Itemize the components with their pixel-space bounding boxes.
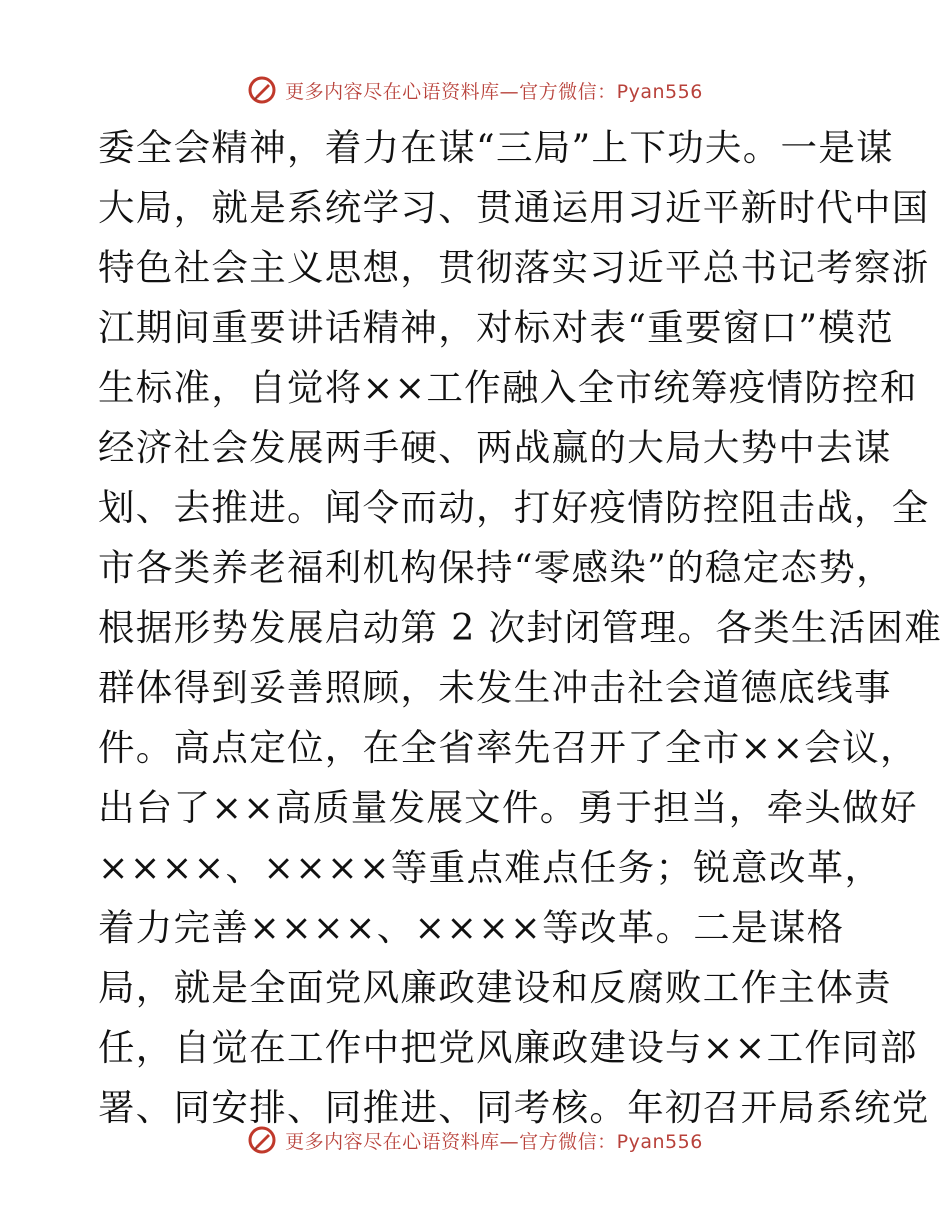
text-line: 任，自觉在工作中把党风廉政建设与××工作同部 xyxy=(98,1026,918,1069)
text-line: 群体得到妥善照顾，未发生冲击社会道德底线事 xyxy=(98,666,892,709)
text-line: 着力完善××××、××××等改革。二是谋格 xyxy=(98,906,845,949)
text-line: 经济社会发展两手硬、两战赢的大局大势中去谋 xyxy=(98,426,892,469)
header-banner xyxy=(0,70,950,110)
text-line: 划、去推进。闻令而动，打好疫情防控阻击战，全 xyxy=(98,486,930,529)
text-line: 件。高点定位，在全省率先召开了全市××会议， xyxy=(98,726,918,769)
text-line: 委全会精神，着力在谋“三局”上下功夫。一是谋 xyxy=(98,126,894,169)
text-line: 局，就是全面党风廉政建设和反腐败工作主体责 xyxy=(98,966,892,1009)
body-text xyxy=(98,118,943,1138)
text-line: 根据形势发展启动第 2 次封闭管理。各类生活困难 xyxy=(98,606,943,649)
quill-seal-icon xyxy=(247,75,277,105)
text-line: 出台了××高质量发展文件。勇于担当，牵头做好 xyxy=(98,786,918,829)
text-line: 署、同安排、同推进、同考核。年初召开局系统党 xyxy=(98,1086,930,1129)
footer-banner-text: 更多内容尽在心语资料库—官方微信：Pyan556 xyxy=(285,1130,703,1153)
text-line: 市各类养老福利机构保持“零感染”的稳定态势， xyxy=(98,546,894,589)
text-line: ××××、××××等重点难点任务；锐意改革， xyxy=(98,846,883,889)
text-line: 江期间重要讲话精神，对标对表“重要窗口”模范 xyxy=(98,306,894,349)
footer-banner xyxy=(0,1120,950,1160)
text-line: 生标准，自觉将××工作融入全市统筹疫情防控和 xyxy=(98,366,918,409)
quill-seal-icon xyxy=(247,1125,277,1155)
header-banner-text: 更多内容尽在心语资料库—官方微信：Pyan556 xyxy=(285,80,703,103)
text-line: 大局，就是系统学习、贯通运用习近平新时代中国 xyxy=(98,186,930,229)
text-line: 特色社会主义思想，贯彻落实习近平总书记考察浙 xyxy=(98,246,930,289)
